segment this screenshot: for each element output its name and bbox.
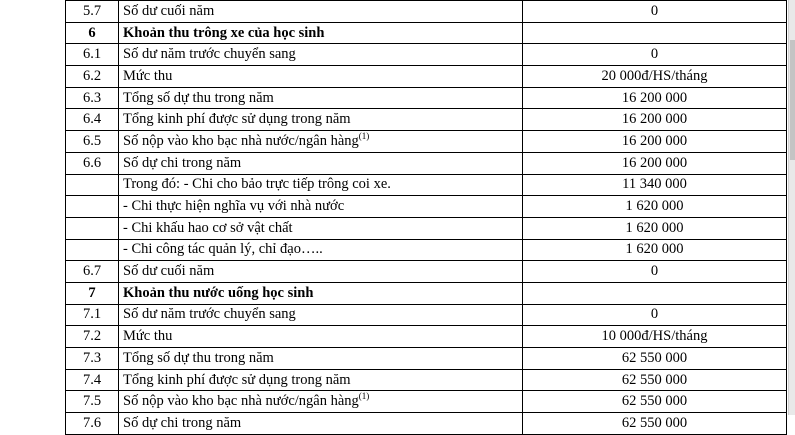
row-description <box>119 152 523 174</box>
table-row <box>66 217 787 239</box>
row-value: 1 620 000 <box>523 196 787 218</box>
row-description-text: Số dư năm trước chuyển sang <box>123 46 296 63</box>
table-row <box>66 109 787 131</box>
table-row <box>66 196 787 218</box>
table-row <box>66 304 787 326</box>
table-row <box>66 413 787 435</box>
row-value: 0 <box>523 261 787 283</box>
row-description-text: Mức thu <box>123 67 173 84</box>
row-description <box>119 217 523 239</box>
row-description <box>119 1 523 23</box>
row-value: 62 550 000 <box>523 369 787 391</box>
row-description-text: Số dự chi trong năm <box>123 414 242 431</box>
row-number: 7 <box>66 282 119 304</box>
table-row <box>66 391 787 413</box>
section-header-row <box>66 22 787 44</box>
row-value: 62 550 000 <box>523 413 787 435</box>
row-number: 6.6 <box>66 152 119 174</box>
row-value: 16 200 000 <box>523 87 787 109</box>
row-value: 20 000đ/HS/tháng <box>523 66 787 88</box>
row-description <box>119 109 523 131</box>
row-description <box>119 196 523 218</box>
row-description-text: Số nộp vào kho bạc nhà nước/ngân hàng <box>123 132 359 149</box>
row-number: 6.4 <box>66 109 119 131</box>
row-number: 7.3 <box>66 348 119 370</box>
footnote-marker: (1) <box>358 391 370 402</box>
table-row <box>66 1 787 23</box>
table-row <box>66 66 787 88</box>
row-number <box>66 196 119 218</box>
scrollbar-thumb[interactable] <box>790 40 795 160</box>
row-description <box>119 326 523 348</box>
row-number: 6.5 <box>66 131 119 153</box>
row-description-text: Khoản thu nước uống học sinh <box>123 284 314 301</box>
row-value: 16 200 000 <box>523 152 787 174</box>
row-value: 62 550 000 <box>523 348 787 370</box>
row-value: 1 620 000 <box>523 239 787 261</box>
row-description <box>119 131 523 153</box>
row-number: 7.2 <box>66 326 119 348</box>
row-description <box>119 261 523 283</box>
table-row <box>66 326 787 348</box>
row-number: 6.7 <box>66 261 119 283</box>
row-value: 10 000đ/HS/tháng <box>523 326 787 348</box>
row-value: 1 620 000 <box>523 217 787 239</box>
row-value: 16 200 000 <box>523 109 787 131</box>
row-description <box>119 44 523 66</box>
row-number: 7.4 <box>66 369 119 391</box>
table-row <box>66 261 787 283</box>
row-value: 62 550 000 <box>523 391 787 413</box>
row-description-text: Số nộp vào kho bạc nhà nước/ngân hàng <box>123 393 359 410</box>
row-value: 0 <box>523 1 787 23</box>
row-description <box>119 282 523 304</box>
table-row <box>66 239 787 261</box>
row-number: 6.1 <box>66 44 119 66</box>
row-number <box>66 239 119 261</box>
row-value: 16 200 000 <box>523 131 787 153</box>
table-row <box>66 174 787 196</box>
table-row <box>66 348 787 370</box>
row-description <box>119 304 523 326</box>
table-row <box>66 152 787 174</box>
row-number: 6.3 <box>66 87 119 109</box>
row-value <box>523 282 787 304</box>
row-description-text: Trong đó: - Chi cho bảo trực tiếp trông coi xe. <box>123 176 391 193</box>
row-description-text: Tổng số dự thu trong năm <box>123 349 274 366</box>
row-number: 6 <box>66 22 119 44</box>
row-description-text: Số dư năm trước chuyển sang <box>123 306 296 323</box>
row-description-text: Tổng kinh phí được sử dụng trong năm <box>123 371 351 388</box>
row-description <box>119 174 523 196</box>
row-number <box>66 217 119 239</box>
row-description-text: - Chi thực hiện nghĩa vụ với nhà nước <box>123 198 345 215</box>
row-value <box>523 22 787 44</box>
row-number: 7.1 <box>66 304 119 326</box>
row-description-text: - Chi công tác quản lý, chỉ đạo….. <box>123 241 323 258</box>
budget-table <box>65 0 787 435</box>
row-description-text: Số dự chi trong năm <box>123 154 242 171</box>
table-row <box>66 131 787 153</box>
row-description <box>119 391 523 413</box>
row-description <box>119 369 523 391</box>
row-description-text: Khoản thu trông xe của học sinh <box>123 24 325 41</box>
row-description-text: Số dư cuối năm <box>123 263 215 280</box>
row-number <box>66 174 119 196</box>
row-description-text: - Chi khấu hao cơ sở vật chất <box>123 219 293 236</box>
row-description <box>119 348 523 370</box>
vertical-scrollbar[interactable] <box>788 0 795 415</box>
row-description <box>119 87 523 109</box>
row-value: 0 <box>523 304 787 326</box>
row-number: 7.6 <box>66 413 119 435</box>
row-description <box>119 66 523 88</box>
row-description <box>119 413 523 435</box>
table-row <box>66 44 787 66</box>
row-description-text: Tổng kinh phí được sử dụng trong năm <box>123 111 351 128</box>
row-description-text: Số dư cuối năm <box>123 2 215 19</box>
table-row <box>66 87 787 109</box>
row-description-text: Mức thu <box>123 328 173 345</box>
row-description-text: Tổng số dự thu trong năm <box>123 89 274 106</box>
footnote-marker: (1) <box>358 131 370 142</box>
row-description <box>119 239 523 261</box>
section-header-row <box>66 282 787 304</box>
row-number: 7.5 <box>66 391 119 413</box>
row-number: 6.2 <box>66 66 119 88</box>
row-description <box>119 22 523 44</box>
row-number: 5.7 <box>66 1 119 23</box>
table-row <box>66 369 787 391</box>
row-value: 11 340 000 <box>523 174 787 196</box>
row-value: 0 <box>523 44 787 66</box>
budget-table-body <box>66 1 787 435</box>
